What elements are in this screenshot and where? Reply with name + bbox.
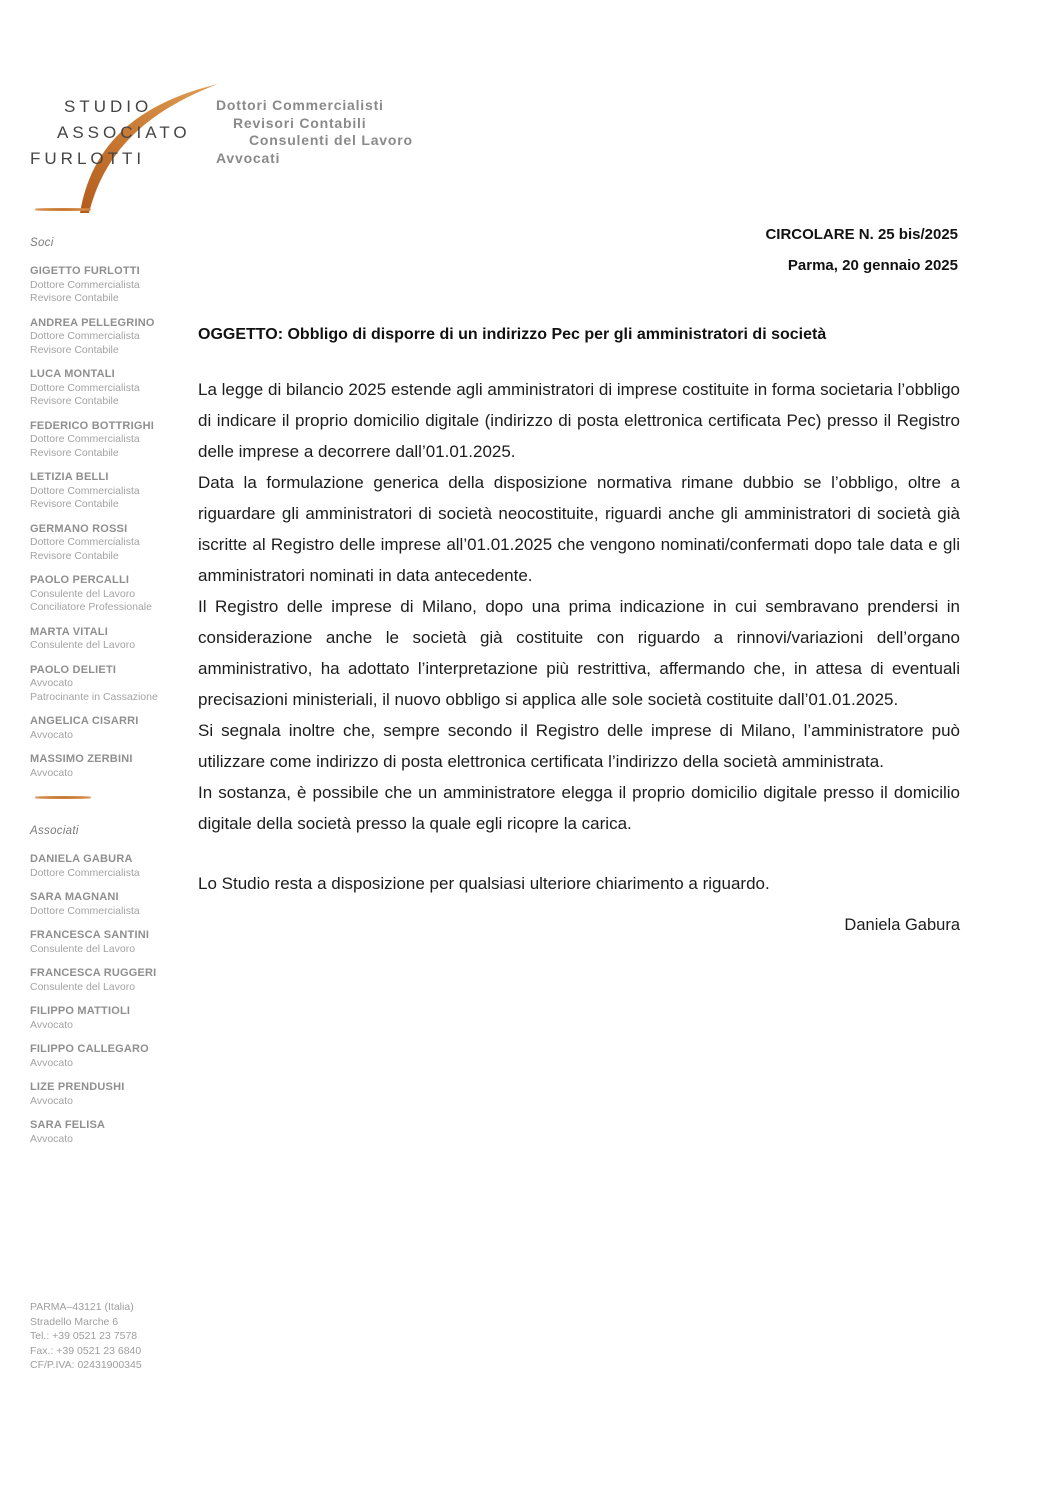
address-line: Fax.: +39 0521 23 6840 xyxy=(30,1344,142,1357)
member-entry xyxy=(30,967,190,994)
member-entry xyxy=(30,1081,190,1108)
member-roles: Avvocato Patrocinante in Cassazione xyxy=(30,677,158,703)
member-name: ANGELICA CISARRI xyxy=(30,715,139,727)
member-name: LETIZIA BELLI xyxy=(30,471,109,483)
service-item: Revisori Contabili xyxy=(233,114,367,131)
member-roles: Avvocato xyxy=(30,1094,73,1107)
member-entry xyxy=(30,265,190,306)
member-roles: Dottore Commercialista xyxy=(30,904,140,917)
services-list xyxy=(216,97,413,167)
member-roles: Avvocato xyxy=(30,1132,73,1145)
member-entry xyxy=(30,753,190,780)
member-name: FILIPPO CALLEGARO xyxy=(30,1043,149,1055)
member-roles: Avvocato xyxy=(30,766,73,779)
member-roles: Dottore Commercialista Revisore Contabile xyxy=(30,278,140,304)
member-roles: Consulente del Lavoro xyxy=(30,942,136,955)
subject-line: OGGETTO: Obbligo di disporre di un indirizzo Pec per gli amministratori di società xyxy=(198,326,827,343)
member-entry xyxy=(30,523,190,564)
address-line: CF/P.IVA: 02431900345 xyxy=(30,1359,142,1371)
letter-paragraph: Si segnala inoltre che, sempre secondo il Registro delle imprese di Milano, l’amministratore può utilizzare come indirizzo di posta elettronica certificata l’indirizzo della società amministrata. xyxy=(198,721,960,771)
member-name: SARA MAGNANI xyxy=(30,891,119,903)
member-entry xyxy=(30,1043,190,1070)
address-line: Tel.: +39 0521 23 7578 xyxy=(30,1330,138,1342)
member-name: FRANCESCA RUGGERI xyxy=(30,967,157,979)
member-entry xyxy=(30,368,190,409)
signature: Daniela Gabura xyxy=(844,916,960,934)
soci-label: Soci xyxy=(30,237,54,249)
member-entry xyxy=(30,471,190,512)
member-name: DANIELA GABURA xyxy=(30,853,133,865)
member-roles: Dottore Commercialista Revisore Contabile xyxy=(30,330,140,356)
service-item: Dottori Commercialisti xyxy=(216,97,384,113)
logo-line-2: ASSOCIATO xyxy=(57,123,191,142)
member-entry xyxy=(30,1005,190,1032)
member-entry xyxy=(30,420,190,461)
member-roles: Consulente del Lavoro xyxy=(30,980,136,993)
member-entry xyxy=(30,626,190,653)
associati-list xyxy=(30,853,190,1146)
member-roles: Dottore Commercialista Revisore Contabile xyxy=(30,433,140,459)
member-entry xyxy=(30,891,190,918)
service-item: Avvocati xyxy=(216,149,281,166)
studio-logo xyxy=(30,80,230,220)
place-date: Parma, 20 gennaio 2025 xyxy=(787,257,958,274)
member-name: PAOLO DELIETI xyxy=(30,663,117,676)
letter-paragraph: In sostanza, è possibile che un amministratore elegga il proprio domicilio digitale presso il domicilio digitale della società presso la quale egli ricopre la carica. xyxy=(198,783,960,833)
logo-line-1: STUDIO xyxy=(64,97,153,116)
member-roles: Avvocato xyxy=(30,728,73,741)
letter-body xyxy=(198,326,960,935)
address-line: PARMA–43121 (Italia) xyxy=(30,1301,134,1313)
member-name: FILIPPO MATTIOLI xyxy=(30,1005,131,1017)
member-name: LUCA MONTALI xyxy=(30,368,115,380)
address-line: Stradello Marche 6 xyxy=(30,1315,119,1328)
letter-paragraph: Data la formulazione generica della disposizione normativa rimane dubbio se l’obbligo, oltre a riguardare gli amministratori di società neocostituite, riguardi anche gli amministratori di società già iscritte al Registro delle imprese all’01.01.2025 che vengono nominati/confermati dopo tale data e gli amministratori nominati in data antecedente. xyxy=(198,473,960,585)
logo-text xyxy=(30,80,230,172)
member-entry xyxy=(30,317,190,358)
service-item: Consulenti del Lavoro xyxy=(249,132,413,148)
member-name: MASSIMO ZERBINI xyxy=(30,753,133,765)
member-roles: Avvocato xyxy=(30,1056,73,1069)
member-roles: Dottore Commercialista Revisore Contabile xyxy=(30,484,140,510)
member-entry xyxy=(30,715,190,742)
member-entry xyxy=(30,1119,190,1146)
sidebar xyxy=(30,208,190,1157)
member-name: GIGETTO FURLOTTI xyxy=(30,265,140,277)
address-block xyxy=(30,1300,142,1373)
soci-list xyxy=(30,265,190,780)
member-entry xyxy=(30,664,190,705)
letter-paragraph: La legge di bilancio 2025 estende agli amministratori di imprese costituite in forma societaria l’obbligo di indicare il proprio domicilio digitale (indirizzo di posta elettronica certificata Pec) presso il Registro delle imprese a decorrere dall’01.01.2025. xyxy=(198,380,960,461)
member-roles: Dottore Commercialista Revisore Contabile xyxy=(30,381,140,407)
member-entry xyxy=(30,853,190,880)
member-name: GERMANO ROSSI xyxy=(30,522,128,535)
letter-paragraph: Il Registro delle imprese di Milano, dopo una prima indicazione in cui sembravano prendersi in considerazione anche le società già costituite con riguardo a rinnovi/variazioni dell’organo amministrativo, ha adottato l’interpretazione più restrittiva, affermando che, in attesa di eventuali precisazioni ministeriali, il nuovo obbligo si applica alle sole società costituite dall’01.01.2025. xyxy=(198,597,960,709)
letter-paragraphs xyxy=(198,374,960,839)
member-roles: Avvocato xyxy=(30,1018,73,1031)
member-roles: Consulente del Lavoro xyxy=(30,639,136,651)
orange-divider xyxy=(35,208,91,211)
member-name: LIZE PRENDUSHI xyxy=(30,1081,125,1093)
member-roles: Dottore Commercialista Revisore Contabile xyxy=(30,536,140,562)
member-name: MARTA VITALI xyxy=(30,625,108,638)
associati-label: Associati xyxy=(30,825,79,837)
member-name: SARA FELISA xyxy=(30,1119,106,1131)
member-roles: Dottore Commercialista xyxy=(30,866,140,879)
reference-block xyxy=(458,226,958,274)
member-entry xyxy=(30,574,190,615)
circolare-number: CIRCOLARE N. 25 bis/2025 xyxy=(765,226,958,243)
member-name: PAOLO PERCALLI xyxy=(30,574,130,586)
member-entry xyxy=(30,929,190,956)
closing-line: Lo Studio resta a disposizione per qualsiasi ulteriore chiarimento a riguardo. xyxy=(198,874,770,893)
member-name: ANDREA PELLEGRINO xyxy=(30,316,155,329)
member-name: FRANCESCA SANTINI xyxy=(30,929,150,941)
member-name: FEDERICO BOTTRIGHI xyxy=(30,419,154,432)
logo-line-3: FURLOTTI xyxy=(30,149,146,168)
member-roles: Consulente del Lavoro Conciliatore Professionale xyxy=(30,587,152,613)
orange-divider xyxy=(35,796,91,799)
